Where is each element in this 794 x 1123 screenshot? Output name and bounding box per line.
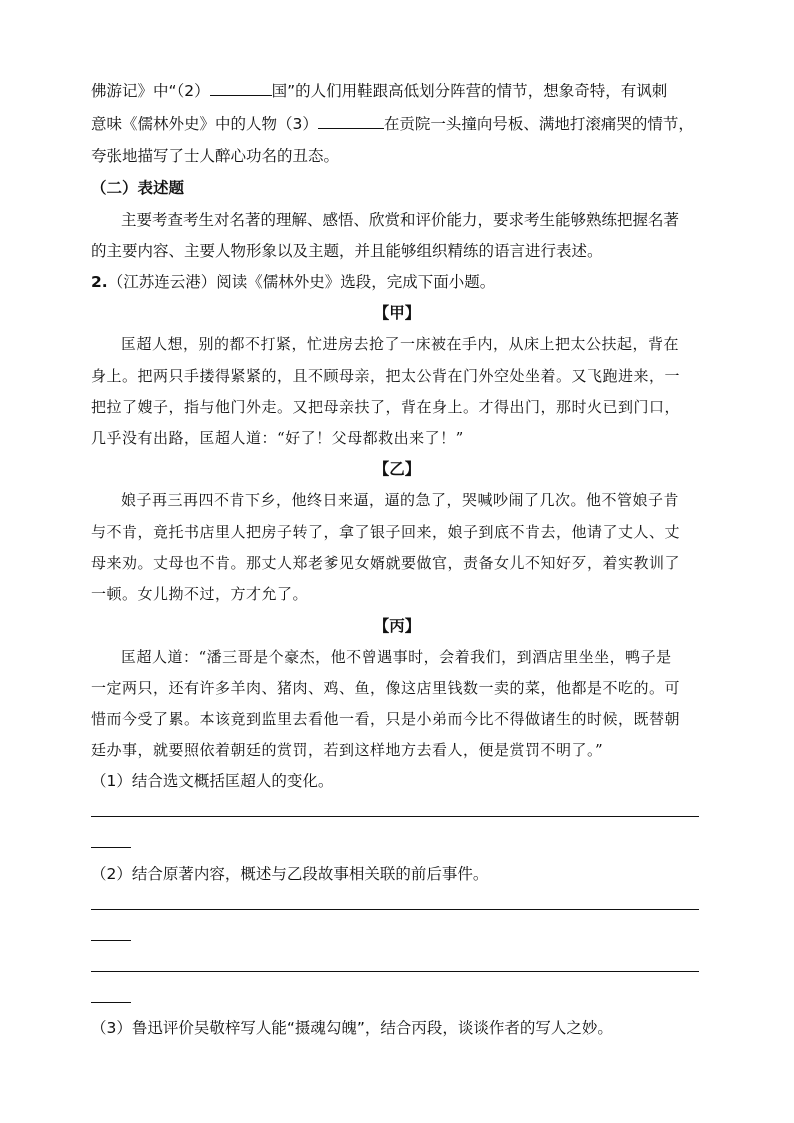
intro-line-1-start: 佛游记》中“（2）	[91, 82, 210, 100]
passage-bing-line: 一定两只，还有许多羊肉、猪肉、鸡、鱼，像这店里钱数一卖的菜，他都是不吃的。可	[91, 679, 681, 697]
subquestion-3: （3）鲁迅评价吴敬梓写人能“摄魂勾魄”，结合丙段，谈谈作者的写人之妙。	[91, 1019, 613, 1037]
passage-jia-line: 几乎没有出路，匡超人道：“好了！父母都救出来了！”	[91, 429, 464, 447]
passage-yi-line: 母来劝。丈母也不肯。那丈人郑老爹见女婿就要做官，责备女儿不知好歹，着实教训了	[91, 554, 681, 572]
subquestion-2: （2）结合原著内容，概述与乙段故事相关联的前后事件。	[91, 865, 489, 883]
answer-line-end[interactable]	[91, 847, 131, 848]
passage-label-bing: 【丙】	[373, 617, 421, 635]
answer-line[interactable]	[91, 909, 699, 910]
passage-jia-line: 身上。把两只手搂得紧紧的，且不顾母亲，把太公背在门外空处坐着。又飞跑进来，一	[91, 367, 681, 385]
passage-bing-line: 匡超人道：“潘三哥是个豪杰，他不曾遇事时，会着我们，到酒店里坐坐，鸭子是	[121, 648, 672, 666]
intro-line-1-end: 国”的人们用鞋跟高低划分阵营的情节，想象奇特，有讽刺	[271, 82, 668, 100]
passage-label-yi: 【乙】	[373, 460, 421, 478]
passage-jia-line: 匡超人想，别的都不打紧，忙进房去抢了一床被在手内，从床上把太公扶起，背在	[121, 335, 680, 353]
question-2	[91, 272, 495, 292]
answer-line[interactable]	[91, 816, 699, 817]
answer-line-end[interactable]	[91, 1002, 131, 1003]
passage-bing-line: 廷办事，就要照依着朝廷的赏罚，若到这样地方去看人，便是赏罚不明了。”	[91, 741, 604, 759]
subquestion-1: （1）结合选文概括匡超人的变化。	[91, 772, 334, 790]
fill-blank-3[interactable]	[318, 113, 384, 129]
intro-line-3: 夸张地描写了士人醉心功名的丑态。	[91, 147, 340, 165]
answer-line-end[interactable]	[91, 940, 131, 941]
passage-bing-line: 惜而今受了累。本该竟到监里去看他一看，只是小弟而今比不得做诸生的时候，既替朝	[91, 710, 681, 728]
section-heading: （二）表述题	[91, 179, 185, 197]
intro-line-2-end: 在贡院一头撞向号板、满地打滚痛哭的情节，	[383, 115, 694, 133]
intro-line-1	[91, 80, 667, 101]
fill-blank-2[interactable]	[210, 80, 272, 96]
passage-label-jia: 【甲】	[373, 304, 421, 322]
intro-line-2	[91, 113, 694, 134]
section-desc-1: 主要考查考生对名著的理解、感悟、欣赏和评价能力，要求考生能够熟练把握名著	[121, 211, 680, 229]
passage-yi-line: 娘子再三再四不肯下乡，他终日来逼，逼的急了，哭喊吵闹了几次。他不管娘子肯	[121, 491, 680, 509]
passage-yi-line: 一顿。女儿拗不过，方才允了。	[91, 585, 309, 603]
answer-line[interactable]	[91, 971, 699, 972]
passage-yi-line: 与不肯，竟托书店里人把房子转了，拿了银子回来，娘子到底不肯去，他请了丈人、丈	[91, 523, 681, 541]
section-desc-2: 的主要内容、主要人物形象以及主题，并且能够组织精练的语言进行表述。	[91, 242, 603, 260]
intro-line-2-start: 意味《儒林外史》中的人物（3）	[91, 115, 318, 133]
question-number: 2.	[91, 273, 108, 291]
passage-jia-line: 把拉了嫂子，指与他门外走。又把母亲扶了，背在身上。才得出门，那时火已到门口，	[91, 398, 681, 416]
question-title: （江苏连云港）阅读《儒林外史》选段，完成下面小题。	[107, 273, 496, 291]
